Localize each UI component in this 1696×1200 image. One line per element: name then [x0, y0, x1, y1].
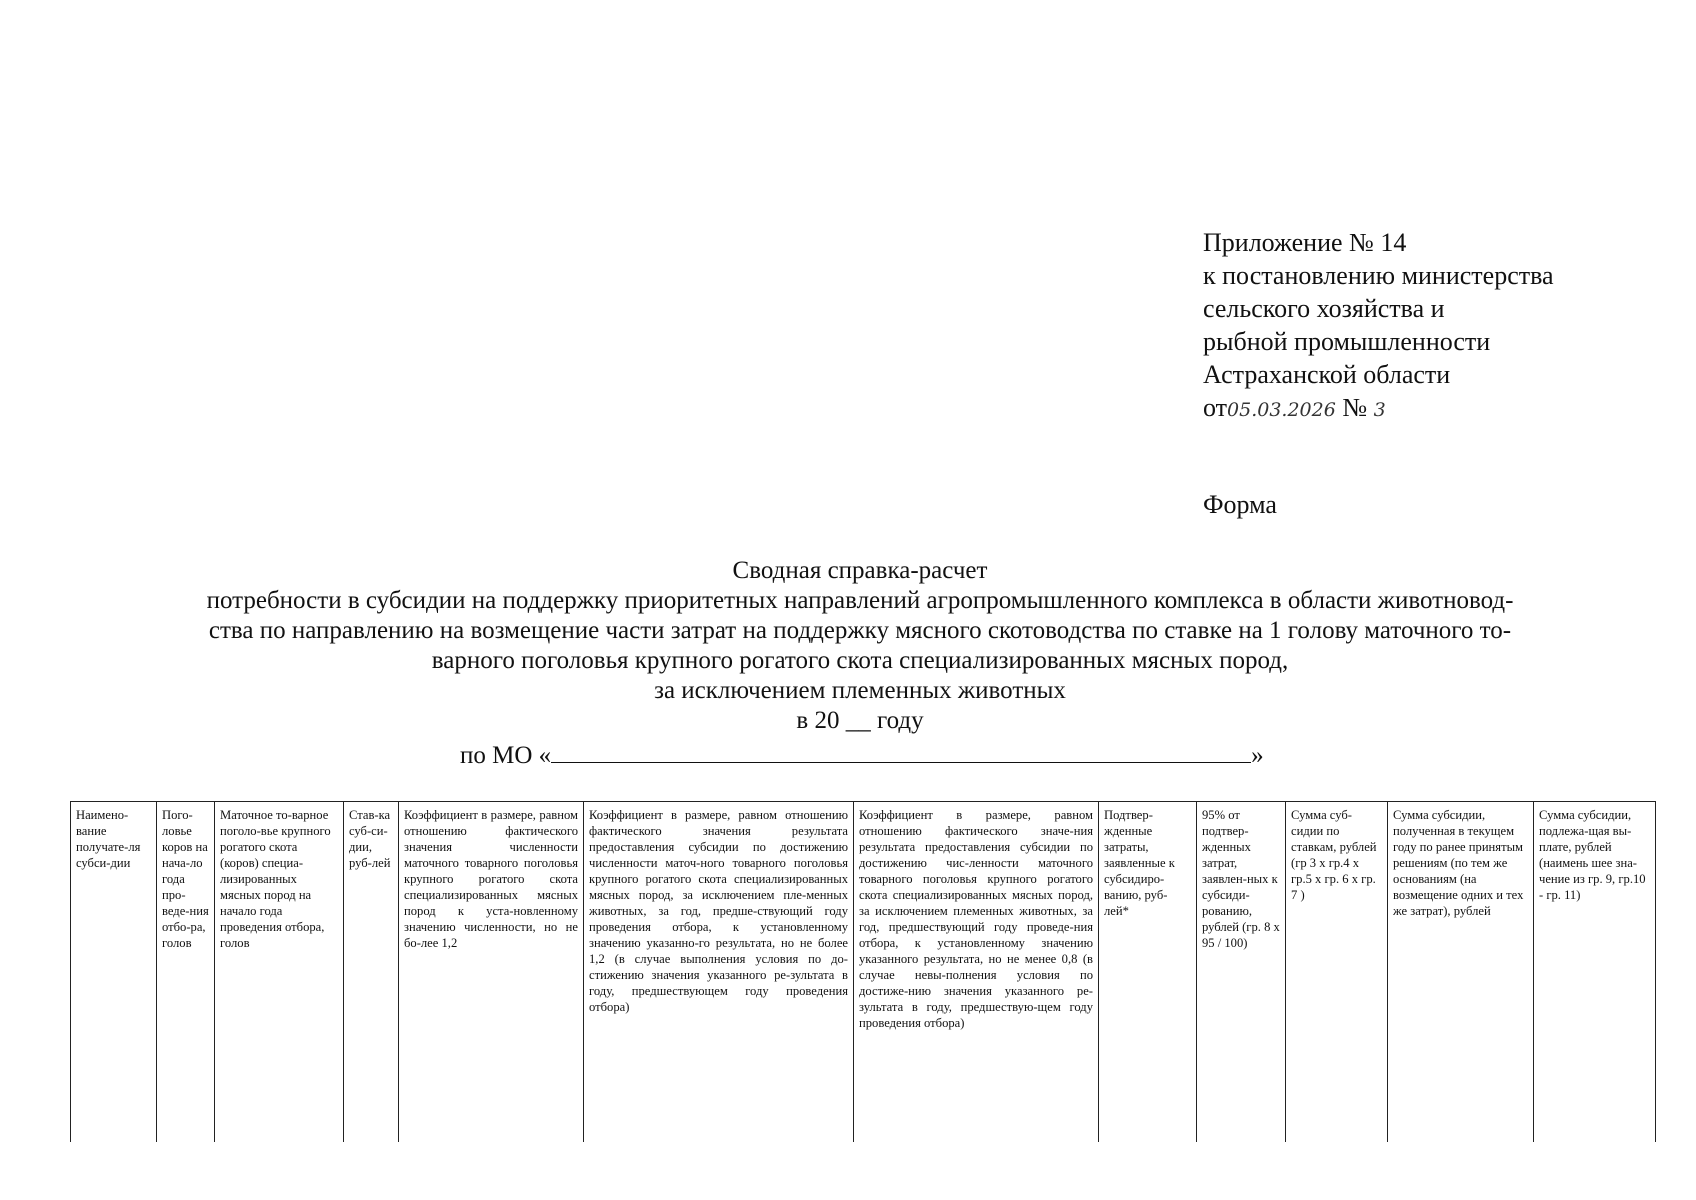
municipality-line	[460, 740, 1264, 770]
header-cell: Маточное то-варное поголо-вье крупного рогатого скота (коров) специа-лизированных мясных пород на начало года проведения отбора, голов	[215, 802, 344, 1143]
appendix-title: Приложение № 14	[1203, 228, 1407, 257]
appendix-date-line	[1203, 391, 1554, 427]
date-prefix: от	[1203, 393, 1228, 422]
header-cell: Коэффициент в размере, равном отношению фактического значения результата предоставления субсидии по достижению численности маточ-ного товарного поголовья крупного рогатого скота специализированных мясных пород, за исключением пле-менных животных, за год, предше-ствующий году проведения отбора, к установленному значению указанно-го результата, но не более 1,2 (в случае выполнения условия по до-стижению значения указанного ре-зультата в году, предшествующем году проведения отбора)	[584, 802, 854, 1143]
header-cell: Сумма субсидии, подлежа-щая вы-плате, рублей (наимень шее зна-чение из гр. 9, гр.10 - гр. 11)	[1534, 802, 1656, 1143]
table-header-row	[71, 802, 1656, 1143]
appendix-line: рыбной промышленности	[1203, 327, 1491, 356]
appendix-line: к постановлению министерства	[1203, 261, 1554, 290]
title-line: за исключением племенных животных	[654, 677, 1066, 704]
title-year-line: в 20 __ году	[796, 707, 924, 734]
header-cell: Став-ка суб-си-дии, руб-лей	[344, 802, 399, 1143]
title-line: потребности в субсидии на поддержку приоритетных направлений агропромышленного комплекса в области животновод-	[206, 587, 1514, 614]
header-cell: Коэффициент в размере, равном отношению фактического значе-ния результата предоставления субсидии по достижению чис-ленности маточного товарного поголовья крупного рогатого скота специализированных мясных пород, за исключением племенных животных, за год, предшествующий году проведе-ния отбора, к установленному значению указанного результата, но не менее 0,8 (в случае невы-полнения условия по достиже-нию значения указанного ре-зультата в году, предшествую-щем году проведения отбора)	[854, 802, 1099, 1143]
header-cell: Пого-ловье коров на нача-ло года про-веде-ния отбо-ра, голов	[157, 802, 215, 1143]
appendix-line: Астраханской области	[1203, 360, 1451, 389]
header-cell: Коэффициент в размере, равном отношению фактического значения численности маточного товарного поголовья крупного рогатого скота специализированных мясных пород к уста-новленному значению численности, но не бо-лее 1,2	[399, 802, 584, 1143]
document-title	[120, 556, 1600, 736]
appendix-line: сельского хозяйства и	[1203, 294, 1445, 323]
mo-suffix: »	[1251, 742, 1264, 769]
header-cell: Сумма субсидии, полученная в текущем году по ранее принятым решениям (по тем же основаниям (на возмещение одних и тех же затрат), рублей	[1388, 802, 1534, 1143]
title-line: ства по направлению на возмещение части затрат на поддержку мясного скотоводства по ставке на 1 голову маточного то-	[208, 617, 1512, 644]
mo-prefix: по МО «	[460, 742, 552, 769]
number-prefix: №	[1342, 393, 1368, 422]
appendix-block	[1203, 226, 1554, 427]
header-cell: 95% от подтвер-жденных затрат, заявлен-ных к субсиди-рованию, рублей (гр. 8 х 95 / 100)	[1197, 802, 1286, 1143]
header-cell: Подтвер-жденные затраты, заявленные к субсидиро-ванию, руб-лей*	[1099, 802, 1197, 1143]
mo-blank-field[interactable]	[551, 740, 1251, 763]
subsidy-table	[70, 801, 1656, 1142]
header-cell: Наимено-вание получате-ля субси-дии	[71, 802, 157, 1143]
handwritten-date: 05.03.2026	[1227, 399, 1336, 421]
title-line: Сводная справка-расчет	[732, 557, 988, 584]
handwritten-number: 3	[1373, 399, 1386, 421]
form-label: Форма	[1203, 490, 1277, 519]
title-line: варного поголовья крупного рогатого скота специализированных мясных пород,	[431, 647, 1289, 674]
header-cell: Сумма суб-сидии по ставкам, рублей (гр 3 х гр.4 х гр.5 х гр. 6 х гр. 7 )	[1286, 802, 1388, 1143]
